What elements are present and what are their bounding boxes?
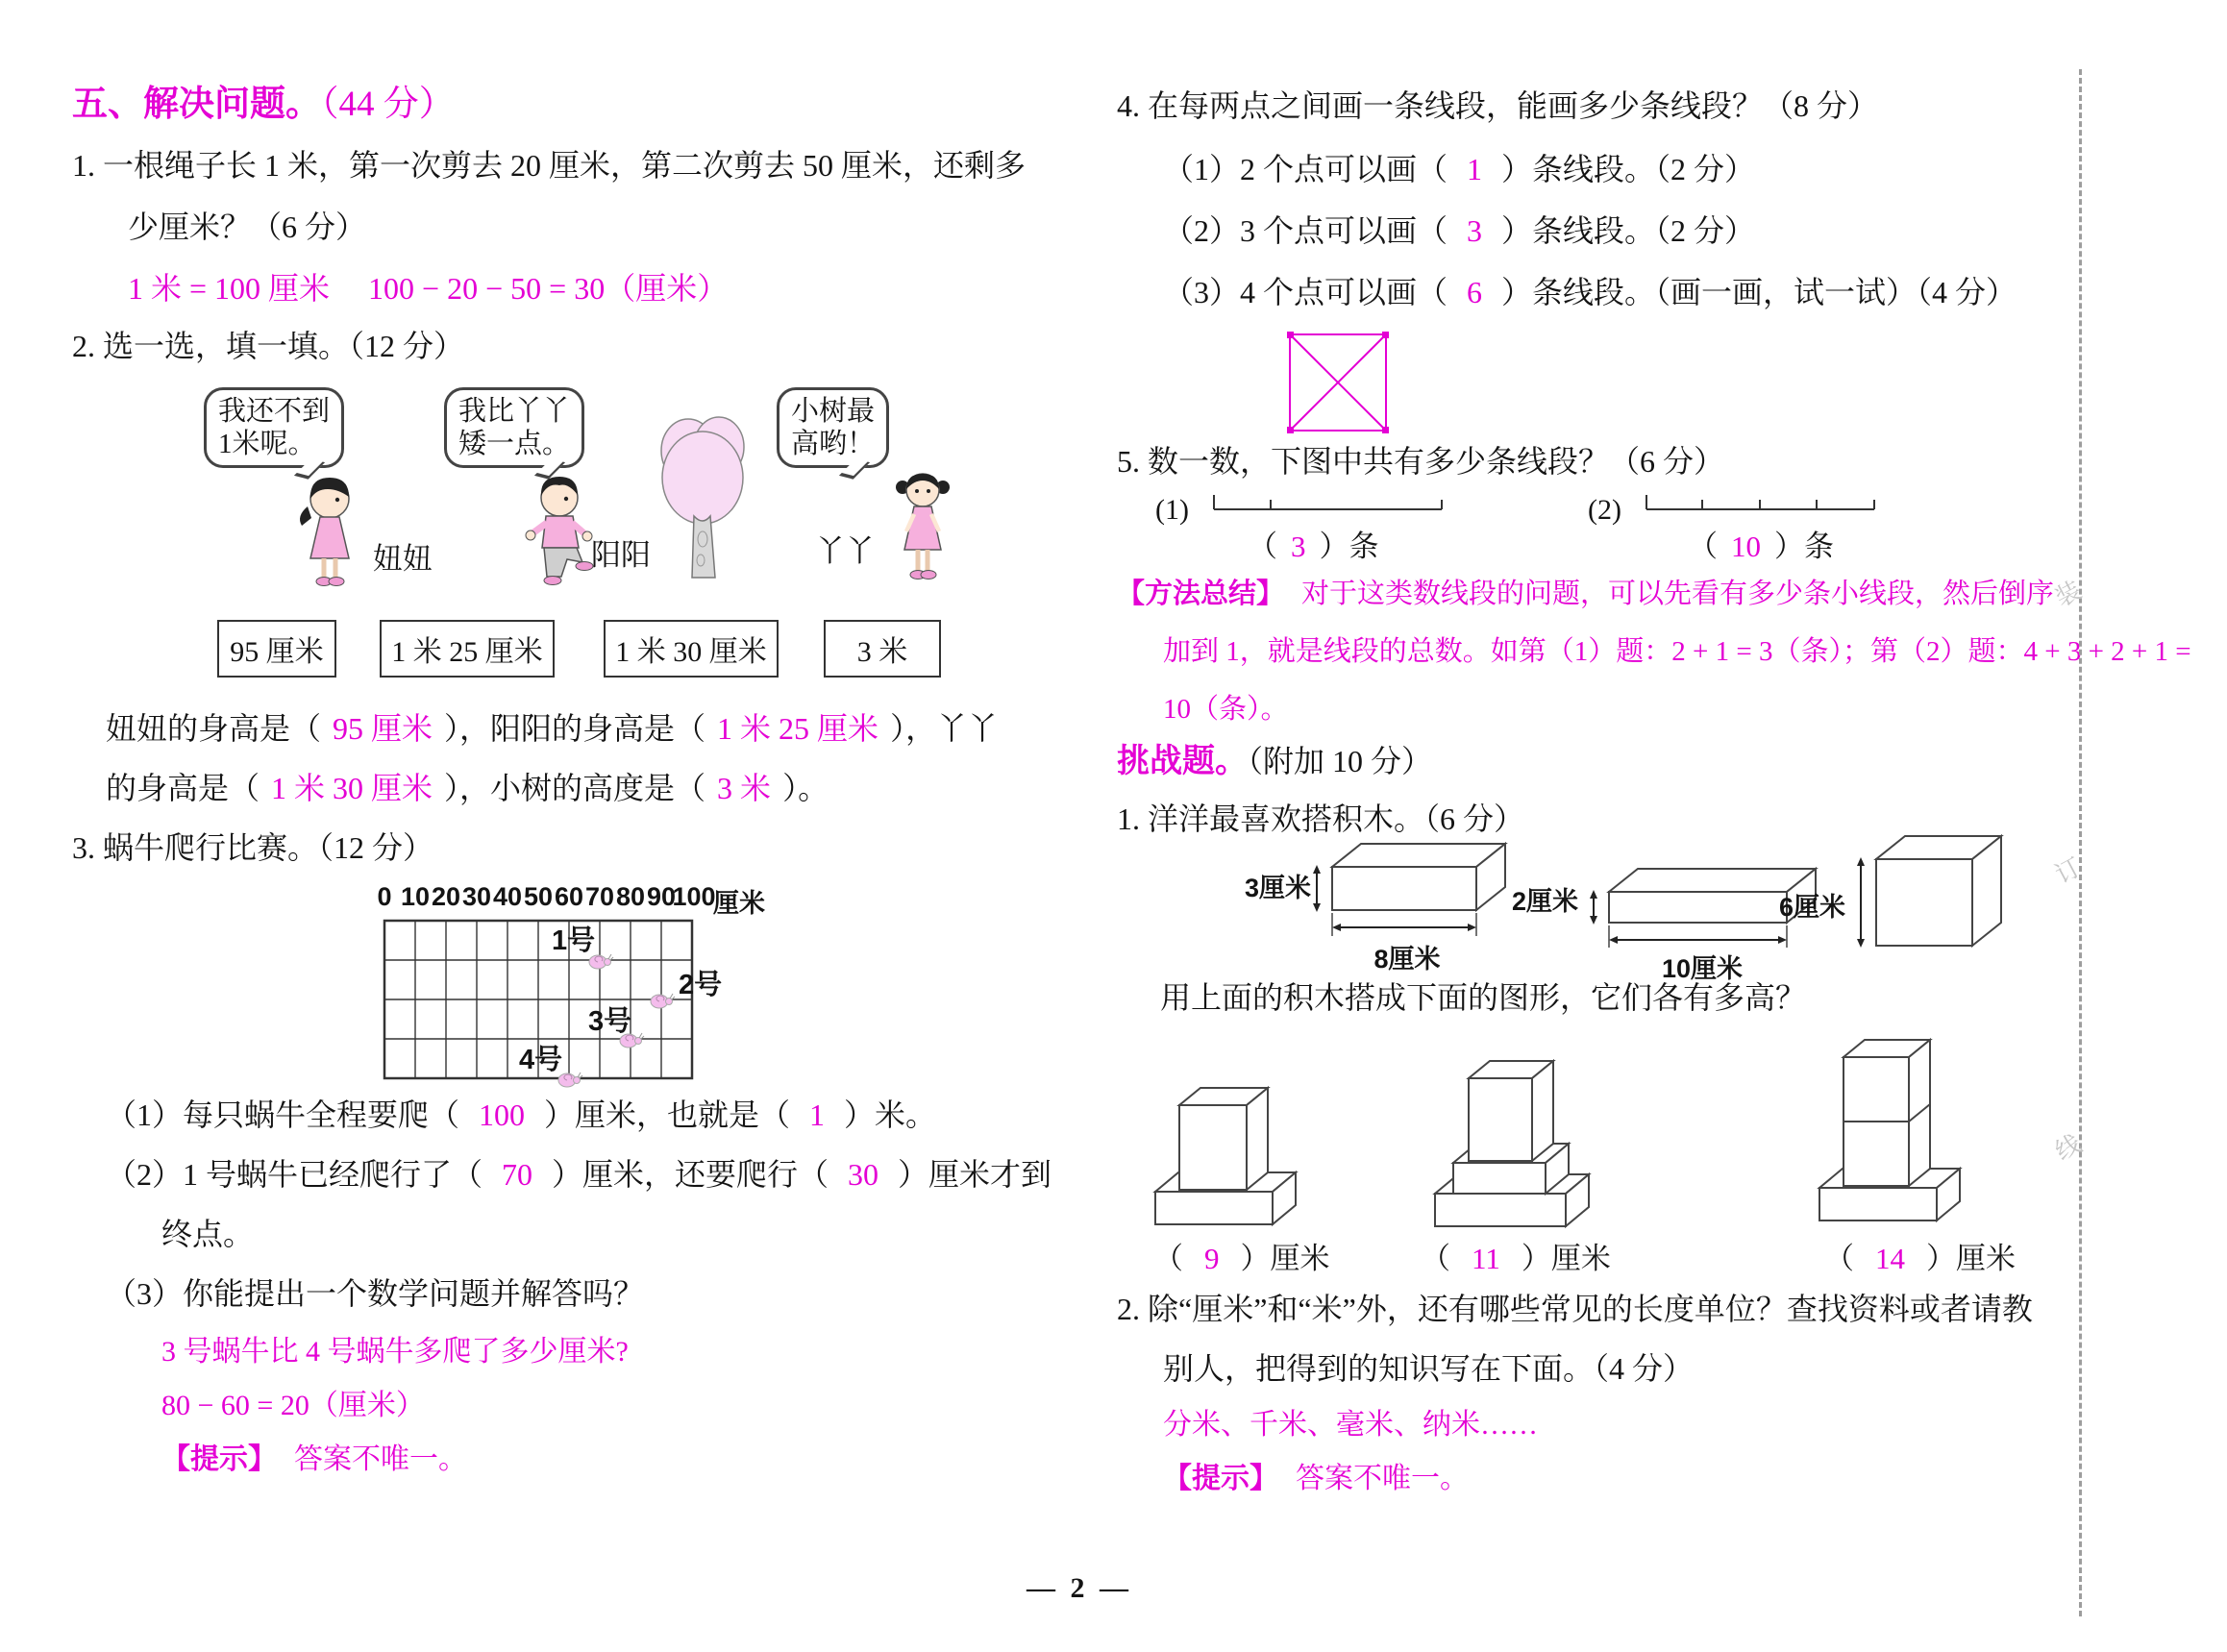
binding-dashed-line xyxy=(2079,69,2082,1616)
fill-answer: 3 xyxy=(1291,530,1306,563)
fill-answer: 1 米 25 厘米 xyxy=(717,711,879,746)
axis-tick: 50 xyxy=(523,882,554,911)
bubble-text: 1米呢。 xyxy=(218,429,316,460)
block1-height-label: 3厘米 xyxy=(1244,874,1311,902)
fill-answer: 6 xyxy=(1467,275,1483,309)
page-number: — 2 — xyxy=(1027,1572,1132,1604)
block-cube6-drawing xyxy=(1849,832,2005,951)
q5-item2-answer xyxy=(1688,529,1834,566)
fill-text: ），小树的高度是（ xyxy=(444,771,706,805)
binding-char-ding: 订 xyxy=(2050,852,2087,890)
challenge-score: （附加 10 分） xyxy=(1248,744,1433,778)
c1-header: 1. 洋洋最喜欢搭积木。（6 分） xyxy=(1117,801,1525,836)
fill-answer: 10 xyxy=(1731,530,1761,563)
q3-answer-equation: 80 − 60 = 20（厘米） xyxy=(161,1390,425,1421)
bubble-text: 我还不到 xyxy=(218,396,331,427)
q3-sub1 xyxy=(106,1096,936,1134)
q1-line1: 1. 一根绳子长 1 米，第一次剪去 20 厘米，第二次剪去 50 厘米，还剩多 xyxy=(72,148,1027,183)
tree-illustration xyxy=(652,408,754,583)
fill-text: ）厘米 xyxy=(1521,1242,1611,1275)
q5-item2-label: (2) xyxy=(1588,494,1621,526)
challenge-header xyxy=(1117,742,1432,783)
fill-answer: 100 xyxy=(479,1097,526,1132)
fill-answer: 1 xyxy=(809,1097,826,1132)
method-summary-line2: 加到 1，就是线段的总数。如第（1）题：2 + 1 = 3（条）；第（2）题：4 + 3 + 2 + 1 = xyxy=(1163,636,2191,667)
fill-text: （ xyxy=(1153,1242,1183,1275)
q5-header: 5. 数一数，下图中共有多少条线段？（6 分） xyxy=(1117,444,1725,479)
fill-answer: 3 xyxy=(1467,213,1483,248)
fill-answer: 70 xyxy=(502,1157,533,1192)
segment-figure-1 xyxy=(1213,495,1444,516)
name-label-yaya: 丫丫 xyxy=(815,534,875,568)
axis-tick: 30 xyxy=(461,882,492,911)
fill-text: ）厘米 xyxy=(1926,1242,2016,1275)
fill-text: ）厘米才到 xyxy=(898,1157,1052,1192)
challenge-title: 挑战题。 xyxy=(1117,744,1248,779)
girl-yaya-illustration xyxy=(892,463,953,592)
bubble-text: 小树最 xyxy=(791,396,876,427)
axis-tick: 60 xyxy=(554,882,584,911)
fill-text: ）条线段。（2 分） xyxy=(1501,152,1756,186)
fill-text: 的身高是（ xyxy=(106,771,260,805)
axis-tick: 80 xyxy=(615,882,646,911)
q5-item1-answer xyxy=(1248,529,1379,566)
snail-label-2: 2号 xyxy=(679,970,723,1000)
binding-char-xian: 线 xyxy=(2050,1129,2087,1167)
axis-unit-label: 厘米 xyxy=(713,889,765,918)
fill-text: ）条 xyxy=(1319,530,1379,563)
q1-answer: 1 米 = 100 厘米 100 − 20 − 50 = 30（厘米） xyxy=(128,271,729,306)
axis-tick: 70 xyxy=(584,882,615,911)
c1-mid-text: 用上面的积木搭成下面的图形，它们各有多高？ xyxy=(1160,980,1807,1015)
axis-tick: 20 xyxy=(431,882,461,911)
c2-line2: 别人，把得到的知识写在下面。（4 分） xyxy=(1163,1351,1695,1386)
stacked-figure-2 xyxy=(1430,1059,1603,1230)
fill-text: ）厘米 xyxy=(1240,1242,1330,1275)
method-text: 对于这类数线段的问题，可以先看有多少条小线段，然后倒序 xyxy=(1301,579,2055,609)
method-summary-label: 【方法总结】 xyxy=(1117,579,1285,609)
section-title-score: （44 分） xyxy=(321,85,455,124)
fill-text: ），丫丫 xyxy=(890,711,999,746)
q3-sub2 xyxy=(106,1155,1052,1194)
method-summary-line1 xyxy=(1117,577,2054,611)
axis-tick: 40 xyxy=(492,882,523,911)
figure2-answer xyxy=(1421,1234,1611,1277)
speech-bubble-yangyang xyxy=(444,387,584,468)
option-box-1m30cm: 1 米 30 厘米 xyxy=(604,620,779,678)
c2-line1: 2. 除“厘米”和“米”外，还有哪些常见的长度单位？查找资料或者请教 xyxy=(1117,1292,2033,1326)
hint-text: 答案不唯一。 xyxy=(1296,1463,1469,1494)
fill-text: ）条线段。（画一画，试一试）（4 分） xyxy=(1501,275,2017,309)
q1-line2: 少厘米？（6 分） xyxy=(128,210,367,244)
fill-answer: 9 xyxy=(1204,1242,1220,1275)
q5-item1-label: (1) xyxy=(1155,494,1189,526)
fill-text: （2）1 号蜗牛已经爬行了（ xyxy=(106,1157,483,1192)
axis-tick: 10 xyxy=(400,882,431,911)
block2-width-label: 10厘米 xyxy=(1661,954,1744,983)
fill-text: ）米。 xyxy=(844,1097,937,1132)
fill-answer: 95 厘米 xyxy=(333,711,433,746)
hint-text: 答案不唯一。 xyxy=(294,1443,467,1475)
fill-text: （1）2 个点可以画（ xyxy=(1163,152,1448,186)
c2-answer: 分米、千米、毫米、纳米…… xyxy=(1163,1409,1538,1441)
fill-text: （ xyxy=(1421,1242,1450,1275)
girl-niuniu-illustration xyxy=(288,468,363,591)
q4-sub2 xyxy=(1163,211,1755,250)
bubble-text: 高哟！ xyxy=(791,429,876,460)
name-label-niuniu: 妞妞 xyxy=(373,542,433,576)
fill-text: （1）每只蜗牛全程要爬（ xyxy=(106,1097,460,1132)
block3-height-label: 6厘米 xyxy=(1778,893,1845,922)
fill-answer: 1 xyxy=(1467,152,1483,186)
option-box-3m: 3 米 xyxy=(824,620,941,678)
fill-text: （ xyxy=(1688,530,1718,563)
stacked-figure-3 xyxy=(1815,1036,1973,1224)
block1-width-label: 8厘米 xyxy=(1373,945,1441,974)
bubble-tail xyxy=(839,459,870,480)
hint-label: 【提示】 xyxy=(1163,1463,1278,1494)
snail-label-4: 4号 xyxy=(519,1045,563,1075)
q4-sub1 xyxy=(1163,150,1755,188)
fill-text: ）厘米，也就是（ xyxy=(544,1097,791,1132)
bubble-text: 我比丫丫 xyxy=(458,396,571,427)
stacked-figure-1 xyxy=(1151,1084,1304,1228)
speech-bubble-niuniu xyxy=(204,387,344,468)
section-title xyxy=(72,83,455,127)
block2-height-label: 2厘米 xyxy=(1511,887,1578,916)
snail-label-1: 1号 xyxy=(552,925,596,956)
q4-header: 4. 在每两点之间画一条线段，能画多少条线段？（8 分） xyxy=(1117,88,1879,123)
option-box-95cm: 95 厘米 xyxy=(217,620,336,678)
fill-answer: 30 xyxy=(848,1157,879,1192)
q4-sub3 xyxy=(1163,273,2017,311)
q2-fill-line-1 xyxy=(106,709,998,748)
fill-text: ）。 xyxy=(782,771,829,805)
q3-sub2-cont: 终点。 xyxy=(161,1217,255,1251)
fill-text: （3）4 个点可以画（ xyxy=(1163,275,1448,309)
q2-header: 2. 选一选，填一填。（12 分） xyxy=(72,329,465,363)
fill-text: （2）3 个点可以画（ xyxy=(1163,213,1448,248)
section-title-text: 五、解决问题。 xyxy=(72,85,321,124)
bubble-text: 矮一点。 xyxy=(458,429,571,460)
snail-label-3: 3号 xyxy=(588,1006,632,1037)
axis-tick: 100 xyxy=(672,882,716,911)
fill-text: （ xyxy=(1824,1242,1854,1275)
speech-bubble-yaya xyxy=(777,387,889,468)
fill-text: （ xyxy=(1248,530,1277,563)
method-summary-line3: 10（条）。 xyxy=(1163,694,1289,725)
axis-tick: 0 xyxy=(377,882,392,911)
q3-header: 3. 蜗牛爬行比赛。（12 分） xyxy=(72,830,434,865)
fill-text: ）条 xyxy=(1774,530,1834,563)
axis-tick: 90 xyxy=(646,882,677,911)
fill-answer: 1 米 30 厘米 xyxy=(271,771,433,805)
fill-text: 妞妞的身高是（ xyxy=(106,711,322,746)
binding-char-zhuang: 装 xyxy=(2050,576,2087,613)
fill-answer: 11 xyxy=(1472,1242,1500,1275)
snail-2-icon xyxy=(648,989,675,1010)
figure1-answer xyxy=(1153,1234,1330,1277)
q3-hint xyxy=(161,1442,467,1478)
fill-text: ）厘米，还要爬行（ xyxy=(552,1157,829,1192)
q2-fill-line-2 xyxy=(106,769,829,807)
q3-answer-question: 3 号蜗牛比 4 号蜗牛多爬了多少厘米? xyxy=(161,1336,629,1368)
option-box-1m25cm: 1 米 25 厘米 xyxy=(380,620,555,678)
name-label-yangyang: 阳阳 xyxy=(591,538,651,572)
fill-text: ），阳阳的身高是（ xyxy=(444,711,706,746)
square-diagonals-drawing xyxy=(1286,331,1390,434)
fill-text: ）条线段。（2 分） xyxy=(1501,213,1756,248)
q3-sub3: （3）你能提出一个数学问题并解答吗？ xyxy=(106,1276,645,1311)
c2-hint xyxy=(1163,1461,1469,1497)
figure3-answer xyxy=(1824,1234,2016,1277)
hint-label: 【提示】 xyxy=(161,1443,277,1475)
fill-answer: 3 米 xyxy=(717,771,772,805)
fill-answer: 14 xyxy=(1875,1242,1905,1275)
segment-figure-2 xyxy=(1646,495,1876,516)
